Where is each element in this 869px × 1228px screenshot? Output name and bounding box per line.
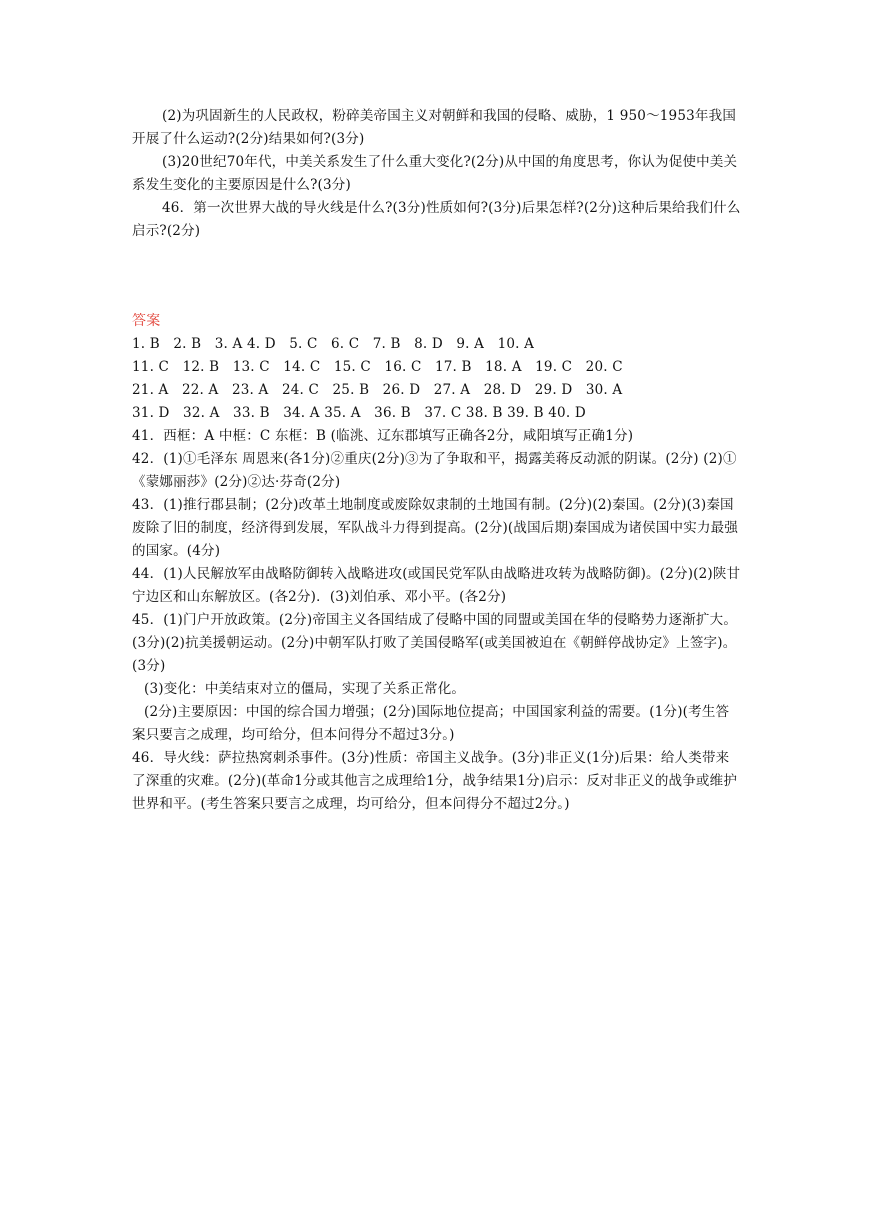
answer-42: 42．(1)①毛泽东 周恩来(各1分)②重庆(2分)③为了争取和平，揭露美蒋反动派的阴谋。(2分) (2)①《蒙娜丽莎》(2分)②达·芬奇(2分)	[132, 451, 737, 490]
choice-answers-line-3: 21. A 22. A 23. A 24. C 25. B 26. D 27. A 28. D 29. D 30. A	[132, 382, 623, 398]
answer-45-part-3: (2分)主要原因：中国的综合国力增强；(2分)国际地位提高；中国国家利益的需要。(1分)(考生答案只要言之成理，均可给分，但本问得分不超过3分。)	[132, 704, 730, 743]
answer-44: 44．(1)人民解放军由战略防御转入战略进攻(或国民党军队由战略进攻转为战略防御)。(2分)(2)陕甘宁边区和山东解放区。(各2分)．(3)刘伯承、邓小平。(各2分)	[132, 566, 741, 605]
questions-section	[132, 105, 742, 243]
answer-43: 43．(1)推行郡县制；(2分)改革土地制度或废除奴隶制的土地国有制。(2分)(2)秦国。(2分)(3)秦国废除了旧的制度，经济得到发展，军队战斗力得到提高。(2分)(战国后期)秦国成为诸侯国中实力最强的国家。(4分)	[132, 497, 739, 559]
answers-title: 答案	[132, 313, 161, 329]
question-45-part-3: (3)20世纪70年代，中美关系发生了什么重大变化?(2分)从中国的角度思考，你认为促使中美关系发生变化的主要原因是什么?(3分)	[132, 154, 738, 193]
question-45-part-2: (2)为巩固新生的人民政权，粉碎美帝国主义对朝鲜和我国的侵略、威胁，1 950～1953年我国开展了什么运动?(2分)结果如何?(3分)	[132, 108, 737, 147]
answers-section	[132, 310, 742, 816]
answer-41: 41．西框：A 中框：C 东框：B (临洮、辽东郡填写正确各2分，咸阳填写正确1分)	[132, 428, 634, 444]
question-46: 46．第一次世界大战的导火线是什么?(3分)性质如何?(3分)后果怎样?(2分)这种后果给我们什么启示?(2分)	[132, 200, 741, 239]
choice-answers-line-2: 11. C 12. B 13. C 14. C 15. C 16. C 17. B 18. A 19. C 20. C	[132, 359, 623, 375]
answer-45-part-2: (3)变化：中美结束对立的僵局，实现了关系正常化。	[144, 681, 466, 697]
choice-answers-line-1: 1. B 2. B 3. A 4. D 5. C 6. C 7. B 8. D 9. A 10. A	[132, 336, 535, 352]
choice-answers-line-4: 31. D 32. A 33. B 34. A 35. A 36. B 37. C 38. B 39. B 40. D	[132, 405, 586, 421]
answer-46: 46．导火线：萨拉热窝刺杀事件。(3分)性质：帝国主义战争。(3分)非正义(1分)后果：给人类带来了深重的灾难。(2分)(革命1分或其他言之成理给1分，战争结果1分)启示：反对非正义的战争或维护世界和平。(考生答案只要言之成理，均可给分，但本问得分不超过2分。)	[132, 750, 738, 812]
answer-45-part-1: 45．(1)门户开放政策。(2分)帝国主义各国结成了侵略中国的同盟或美国在华的侵略势力逐渐扩大。(3分)(2)抗美援朝运动。(2分)中朝军队打败了美国侵略军(或美国被迫在《朝鲜停战协定》上签字)。(3分)	[132, 612, 738, 674]
